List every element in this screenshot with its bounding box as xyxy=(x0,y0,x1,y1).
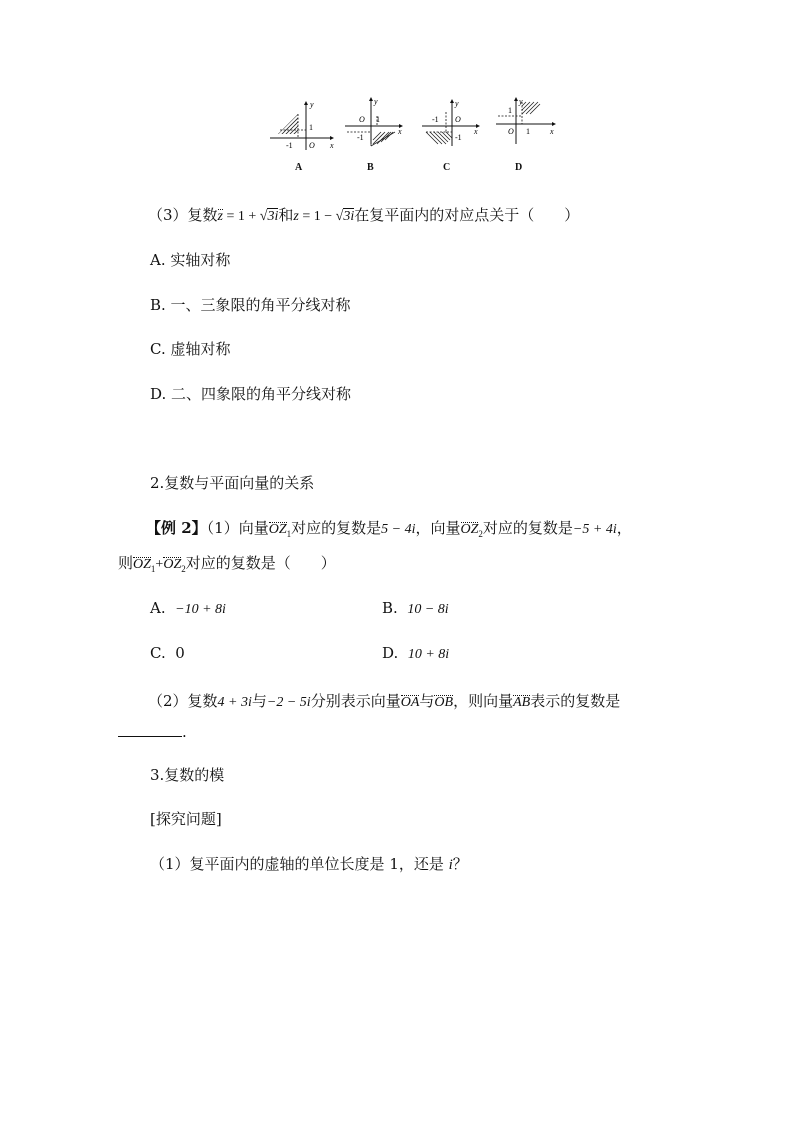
figure-d-caption: D xyxy=(515,162,523,173)
fig-b-tick-neg1: -1 xyxy=(357,133,364,142)
figure-b-caption: B xyxy=(367,162,374,173)
section-2-heading: 2.复数与平面向量的关系 xyxy=(150,474,315,492)
ex2-val-1: 5 − 4i xyxy=(381,522,416,537)
ex2-text-b: 对应的复数是 xyxy=(291,519,382,537)
sqrt-icon: √ xyxy=(335,209,344,224)
q3-option-c: C. 虚轴对称 xyxy=(150,340,231,358)
fig-d-tick-1-y: 1 xyxy=(508,106,512,115)
fig-d-origin: O xyxy=(508,127,514,136)
vector-ab: AB xyxy=(513,695,531,710)
fig-d-y-label: y xyxy=(519,97,523,106)
ex2-text-d: 对应的复数是 xyxy=(482,519,573,537)
example-2-line-1 xyxy=(146,517,632,539)
section-3-q1 xyxy=(150,853,468,874)
vector-oz1-sum-sub: 1 xyxy=(150,563,156,574)
q2-val-1: 4 + 3i xyxy=(217,695,252,710)
figure-a-caption: A xyxy=(295,162,303,173)
fig-d-tick-1: 1 xyxy=(526,127,530,136)
vector-ob: OB xyxy=(434,695,454,710)
fig-b-x-label: x xyxy=(398,127,402,136)
q2-end: . xyxy=(182,723,187,741)
q2-text-b: 与 xyxy=(251,692,267,710)
s3-q1-i: i xyxy=(448,857,453,873)
figure-c xyxy=(422,98,482,150)
ex2-text-e: ， xyxy=(616,519,632,537)
ex2-option-b-label: B. xyxy=(382,599,398,617)
fig-a-tick-neg1: -1 xyxy=(286,141,293,150)
fig-a-tick-1: 1 xyxy=(309,123,313,132)
ex2-option-b-value: 10 − 8i xyxy=(407,602,449,617)
q3-option-d: D. 二、四象限的角平分线对称 xyxy=(150,385,352,403)
ex2-option-c-label: C. xyxy=(150,644,166,662)
vector-oz1-sum: OZ xyxy=(133,557,151,572)
ex2-option-d-value: 10 + 8i xyxy=(407,647,450,662)
question-3 xyxy=(148,204,579,225)
plus-sign: + xyxy=(155,557,164,572)
figure-a xyxy=(270,98,340,154)
q2-text-a: （2）复数 xyxy=(148,692,218,710)
ex2-option-c xyxy=(150,644,185,662)
q3-mid: 和 xyxy=(278,206,294,224)
fig-c-y-label: y xyxy=(455,99,459,108)
q3-option-a: A. 实轴对称 xyxy=(150,251,231,269)
q3-z2: z xyxy=(293,209,299,224)
fig-a-x-label: x xyxy=(330,141,334,150)
q3-prefix: （3）复数 xyxy=(148,206,218,224)
q2-text-f: 表示的复数是 xyxy=(530,692,621,710)
ex2-option-a-label: A. xyxy=(150,599,166,617)
sqrt-icon: √ xyxy=(259,209,268,224)
ex2-option-c-value: 0 xyxy=(175,644,185,662)
q2-answer-line xyxy=(118,722,187,741)
vector-oz2-sum-sub: 2 xyxy=(181,563,186,574)
vector-oa: OA xyxy=(400,695,420,710)
fig-c-origin: O xyxy=(455,115,461,124)
fig-b-origin: O xyxy=(359,115,365,124)
q3-z2-eq: = 1 − xyxy=(298,209,336,224)
vector-oz2-sub: 2 xyxy=(478,528,483,539)
q2-text-e: ，则向量 xyxy=(453,692,514,710)
example-2-line-2 xyxy=(118,552,336,574)
q3-z1-conj: z xyxy=(217,209,223,224)
example-tag: 【例 2】 xyxy=(146,519,207,537)
ex2-question-2 xyxy=(148,690,620,711)
figure-c-caption: C xyxy=(443,162,451,173)
ex2-option-b xyxy=(382,599,449,618)
ex2-val-2: −5 + 4i xyxy=(572,522,617,537)
fig-c-x-label: x xyxy=(474,127,478,136)
section-3-heading: 3.复数的模 xyxy=(150,766,225,784)
q3-option-b: B. 一、三象限的角平分线对称 xyxy=(150,296,351,314)
ex2-option-d xyxy=(382,644,449,663)
s3-q1-text: （1）复平面内的虚轴的单位长度是 1，还是 xyxy=(150,855,449,873)
ex2-line2-b: 对应的复数是（ ） xyxy=(185,554,336,572)
q2-val-2: −2 − 5i xyxy=(266,695,311,710)
figure-b xyxy=(345,96,405,150)
fig-c-tick-neg1: -1 xyxy=(432,115,439,124)
s3-q1-end: ？ xyxy=(452,855,468,873)
ex2-text-a: （1）向量 xyxy=(206,519,269,537)
q3-suffix: 在复平面内的对应点关于（ ） xyxy=(354,206,580,224)
q3-z1-eq: = 1 + xyxy=(223,209,260,224)
fig-b-tick-1: 1 xyxy=(376,115,380,124)
ex2-option-d-label: D. xyxy=(382,644,399,662)
vector-oz1: OZ xyxy=(268,522,287,537)
fig-a-y-label: y xyxy=(310,100,314,109)
answer-blank[interactable] xyxy=(118,722,182,737)
vector-oz2: OZ xyxy=(460,522,479,537)
ex2-option-a-value: −10 + 8i xyxy=(175,602,226,617)
fig-b-y-label: y xyxy=(374,97,378,106)
fig-d-x-label: x xyxy=(550,127,554,136)
q3-z2-rad: 3i xyxy=(343,209,355,224)
q2-text-d: 与 xyxy=(419,692,435,710)
ex2-option-a xyxy=(150,599,226,618)
fig-c-tick-neg1-y: -1 xyxy=(455,133,462,142)
figure-d xyxy=(496,96,558,148)
q3-z1-rad: 3i xyxy=(267,209,279,224)
q2-text-c: 分别表示向量 xyxy=(310,692,401,710)
vector-oz1-sub: 1 xyxy=(286,528,292,539)
fig-a-origin: O xyxy=(309,141,315,150)
ex2-line2-a: 则 xyxy=(118,554,134,572)
vector-oz2-sum: OZ xyxy=(163,557,182,572)
ex2-text-c: ，向量 xyxy=(415,519,461,537)
explore-heading: [探究问题] xyxy=(150,810,222,828)
